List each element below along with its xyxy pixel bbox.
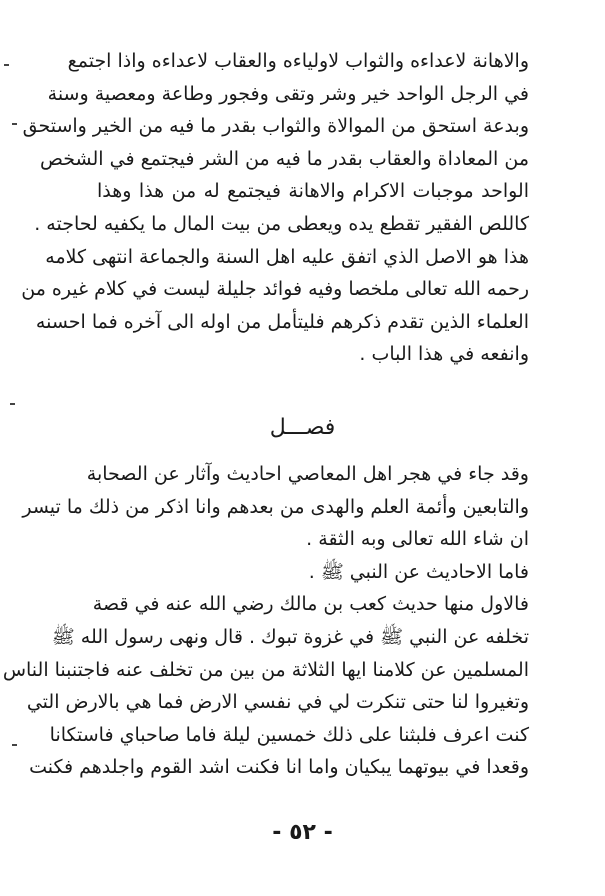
text-line: وقد جاء في هجر اهل المعاصي احاديث وآثار عن الصحابة bbox=[86, 463, 529, 485]
text-line: كاللص الفقير تقطع يده ويعطى من بيت المال ما يكفيه لحاجته . bbox=[34, 212, 529, 235]
text-line: هذا هو الاصل الذي اتفق عليه اهل السنة والجماعة انتهى كلامه bbox=[45, 245, 529, 268]
text-line: العلماء الذين تقدم ذكرهم فليتأمل من اوله الى آخره فما احسنه bbox=[35, 310, 529, 333]
text-line: المسلمين عن كلامنا ايها الثلاثة من بين من تخلف عنه فاجتنبنا الناس bbox=[2, 658, 529, 681]
page-number: - ٥٢ - bbox=[272, 820, 333, 845]
text-line: فالاول منها حديث كعب بن مالك رضي الله عنه في قصة bbox=[92, 593, 529, 616]
text-line: وانفعه في هذا الباب . bbox=[359, 343, 529, 366]
text-line: وتغيروا لنا حتى تنكرت لي في نفسي الارض فما هي بالارض التي bbox=[26, 691, 529, 714]
text-line: من المعاداة والعقاب بقدر ما فيه من الشر فيجتمع في الشخص bbox=[40, 147, 529, 170]
text-line: ان شاء الله تعالى وبه الثقة . bbox=[306, 528, 529, 551]
text-line: والاهانة لاعداءه والثواب لاولياءه والعقاب لاعداءه واذا اجتمع bbox=[67, 50, 529, 72]
paragraph-continuation bbox=[21, 45, 529, 371]
margin-mark bbox=[12, 123, 17, 125]
text-line: فاما الاحاديث عن النبي ﷺ . bbox=[308, 560, 529, 583]
text-line: رحمه الله تعالى ملخصا وفيه فوائد جليلة ليست في كلام غيره من bbox=[21, 278, 529, 301]
text-line: الواحد موجبات الاكرام والاهانة فيجتمع له من هذا وهذا bbox=[97, 180, 529, 203]
text-line: كنت اعرف فلبثنا على ذلك خمسين ليلة فاما صاحباي فاستكانا bbox=[49, 723, 529, 746]
margin-mark bbox=[12, 744, 17, 746]
text-line: وقعدا في بيوتهما يبكيان واما انا فكنت اشد القوم واجلدهم فكنت bbox=[29, 756, 529, 779]
text-line: تخلفه عن النبي ﷺ في غزوة تبوك . قال ونهى رسول الله ﷺ bbox=[51, 625, 529, 648]
section-body bbox=[2, 458, 529, 784]
text-line: وبدعة استحق من الموالاة والثواب بقدر ما فيه من الخير واستحق bbox=[22, 115, 529, 138]
margin-mark bbox=[4, 64, 9, 66]
text-line: في الرجل الواحد خير وشر وتقى وفجور وطاعة ومعصية وسنة bbox=[47, 82, 529, 105]
section-heading: فصـــل bbox=[269, 415, 336, 440]
text-line: والتابعين وأئمة العلم والهدى من بعدهم وانا اذكر من ذلك ما تيسر bbox=[22, 495, 529, 518]
margin-mark bbox=[10, 403, 15, 405]
